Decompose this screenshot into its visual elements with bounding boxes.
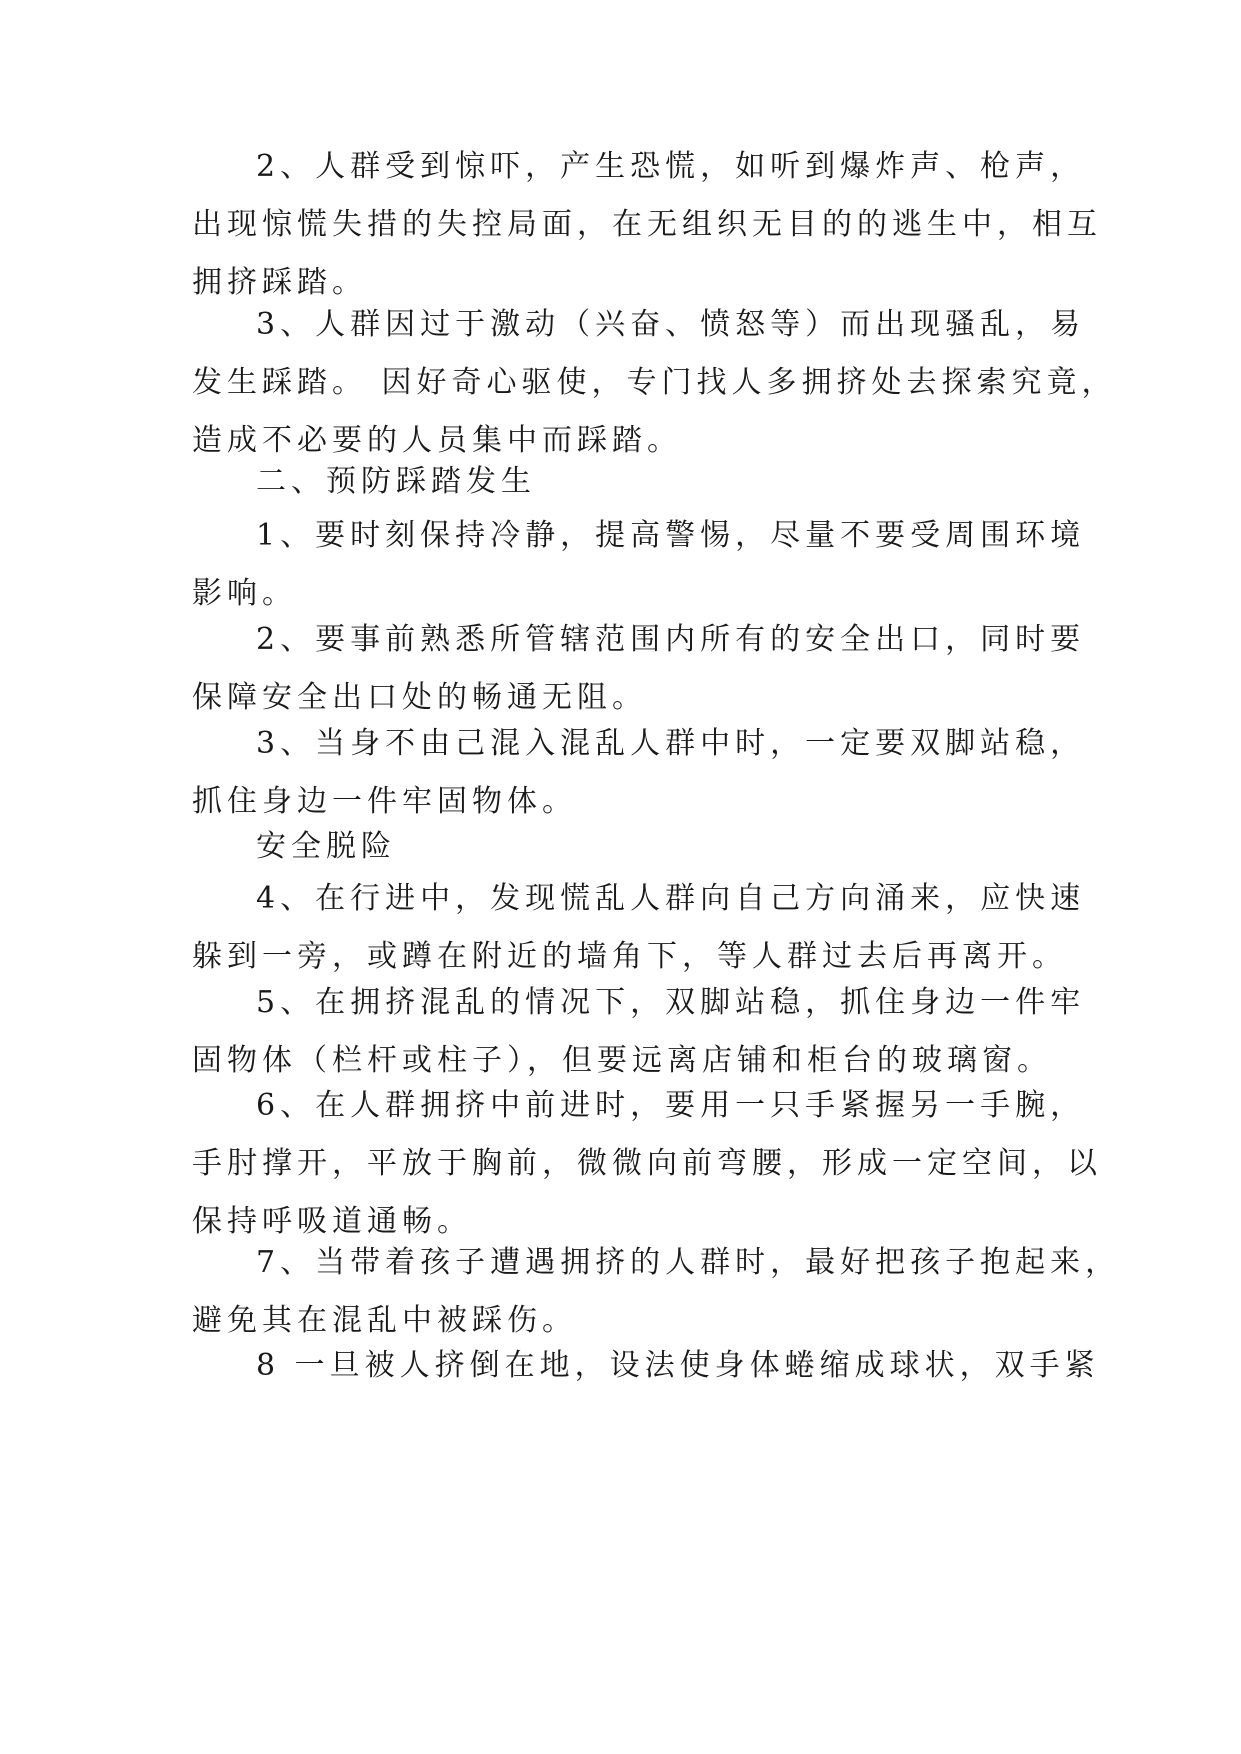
text-line: 抓住身边一件牢固物体。 xyxy=(192,784,577,819)
text-line: 3、人群因过于激动（兴奋、愤怒等）而出现骚乱，易 xyxy=(256,307,1086,342)
text-line: 避免其在混乱中被踩伤。 xyxy=(192,1303,577,1338)
text-line: 保持呼吸道通畅。 xyxy=(192,1204,472,1239)
paragraph-prevention-item-1 xyxy=(192,507,1086,623)
text-line: 影响。 xyxy=(192,576,297,611)
text-line: 5、在拥挤混乱的情况下，双脚站稳，抓住身边一件牢 xyxy=(256,985,1086,1020)
paragraph-escape-item-7 xyxy=(192,1234,1121,1350)
text-line: 保障安全出口处的畅通无阻。 xyxy=(192,680,647,715)
paragraph-causes-item-3 xyxy=(192,296,1117,470)
text-line: 1、要时刻保持冷静，提高警惕，尽量不要受周围环境 xyxy=(256,518,1086,553)
text-line: 固物体（栏杆或柱子），但要远离店铺和柜台的玻璃窗。 xyxy=(192,1043,1052,1078)
text-line: 二、预防踩踏发生 xyxy=(256,464,536,499)
section-heading-prevention xyxy=(192,453,1067,511)
paragraph-causes-item-2 xyxy=(192,138,1102,312)
text-line: 2、人群受到惊吓，产生恐慌，如听到爆炸声、枪声， xyxy=(256,149,1086,184)
text-line: 拥挤踩踏。 xyxy=(192,265,367,300)
paragraph-prevention-item-3 xyxy=(192,715,1086,831)
text-line: 躲到一旁，或蹲在附近的墙角下，等人群过去后再离开。 xyxy=(192,939,1067,974)
text-line: 4、在行进中，发现慌乱人群向自己方向涌来，应快速 xyxy=(256,881,1086,916)
text-line: 7、当带着孩子遭遇拥挤的人群时，最好把孩子抱起来， xyxy=(256,1245,1121,1280)
paragraph-escape-item-8 xyxy=(192,1337,1100,1395)
text-line: 安全脱险 xyxy=(256,829,396,864)
text-line: 造成不必要的人员集中而踩踏。 xyxy=(192,423,682,458)
text-line: 2、要事前熟悉所管辖范围内所有的安全出口，同时要 xyxy=(256,622,1086,657)
paragraph-prevention-item-2 xyxy=(192,611,1086,727)
paragraph-escape-item-4 xyxy=(192,870,1086,986)
text-line: 出现惊慌失措的失控局面，在无组织无目的的逃生中，相互 xyxy=(192,207,1102,242)
text-line: 6、在人群拥挤中前进时，要用一只手紧握另一手腕， xyxy=(256,1088,1086,1123)
text-line: 3、当身不由己混入混乱人群中时，一定要双脚站稳， xyxy=(256,726,1086,761)
text-line: 手肘撑开，平放于胸前，微微向前弯腰，形成一定空间，以 xyxy=(192,1146,1102,1181)
text-line: 发生踩踏。 因好奇心驱使，专门找人多拥挤处去探索究竟， xyxy=(192,365,1117,400)
text-line: 8 一旦被人挤倒在地，设法使身体蜷缩成球状，双手紧 xyxy=(256,1348,1100,1383)
section-heading-escape xyxy=(192,818,1067,876)
paragraph-escape-item-5 xyxy=(192,974,1086,1090)
paragraph-escape-item-6 xyxy=(192,1077,1102,1251)
